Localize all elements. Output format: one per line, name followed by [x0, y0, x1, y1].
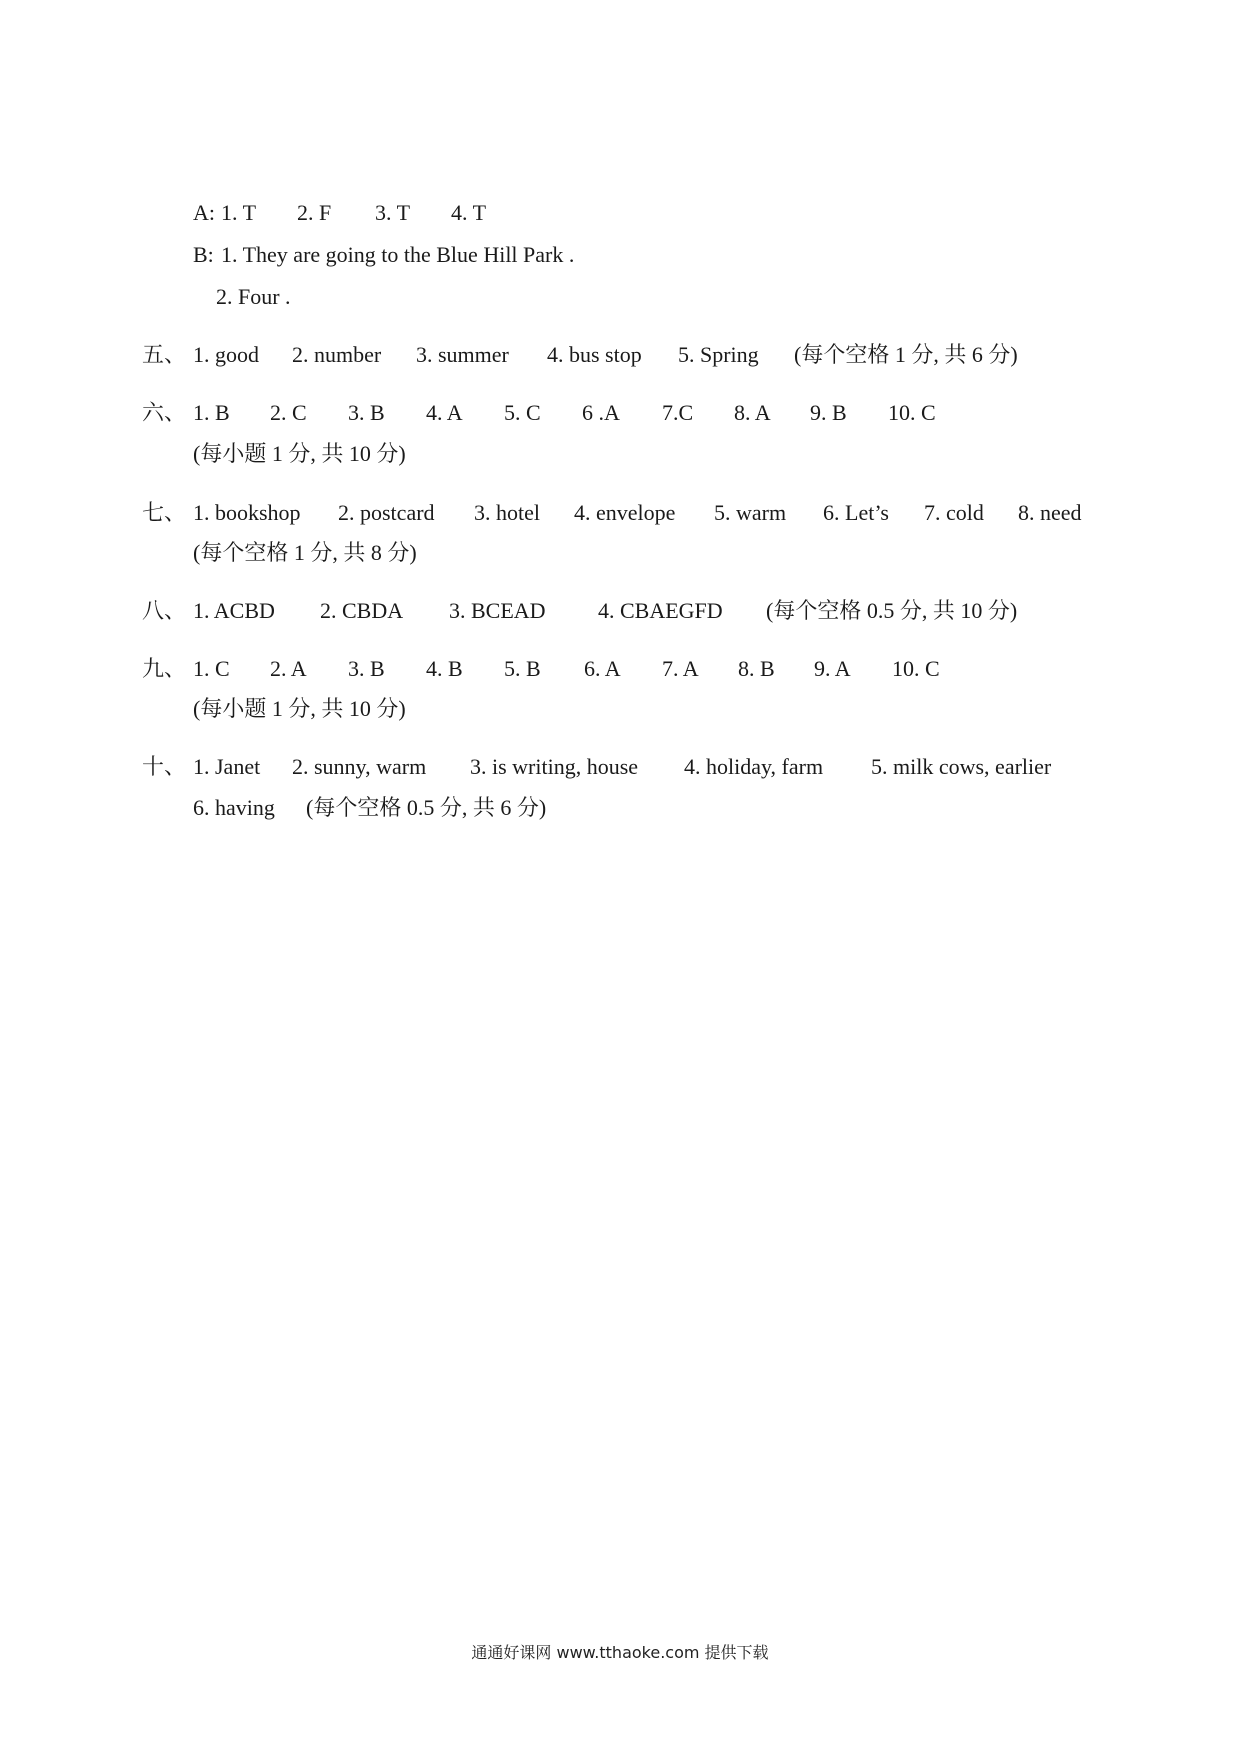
answer-item: 5. B	[504, 656, 541, 681]
answer-item: 3. B	[348, 400, 385, 425]
score-note: (每个空格 0.5 分, 共 10 分)	[766, 598, 1018, 623]
section-number: 七、	[142, 500, 187, 525]
section-number: 五、	[142, 342, 187, 367]
section-a-label: A:	[193, 200, 215, 225]
answer-item: 8. B	[738, 656, 775, 681]
answer-item: 6. having	[193, 795, 275, 820]
answer-item: 1. Janet	[193, 754, 261, 779]
answer-item: 9. A	[814, 656, 851, 681]
answer-item: 3. hotel	[474, 500, 540, 525]
answer-item: 4. A	[426, 400, 463, 425]
answer-item: 2. C	[270, 400, 307, 425]
answer-item: 7. A	[662, 656, 699, 681]
answer-item: 6. Let’s	[823, 500, 889, 525]
answer-item: 2. sunny, warm	[292, 754, 427, 779]
answer-item: 2. A	[270, 656, 307, 681]
answer-item: 3. summer	[416, 342, 509, 367]
score-note: (每个空格 1 分, 共 8 分)	[193, 540, 417, 565]
answer-item: 3. B	[348, 656, 385, 681]
section-a-item: 4. T	[451, 200, 487, 225]
page-footer: 通通好课网 www.tthaoke.com 提供下载	[471, 1643, 769, 1662]
section-a-item: 1. T	[221, 200, 257, 225]
section-a-item: 3. T	[375, 200, 411, 225]
answer-item: 6. A	[584, 656, 621, 681]
section-number: 十、	[142, 754, 187, 779]
section-number: 九、	[142, 656, 187, 681]
score-note: (每小题 1 分, 共 10 分)	[193, 441, 406, 466]
section-a-item: 2. F	[297, 200, 332, 225]
answer-item: 3. is writing, house	[470, 754, 639, 779]
answer-item: 6 .A	[582, 400, 620, 425]
answer-item: 4. CBAEGFD	[598, 598, 723, 623]
score-note: (每小题 1 分, 共 10 分)	[193, 696, 406, 721]
answer-item: 10. C	[888, 400, 936, 425]
answer-item: 9. B	[810, 400, 847, 425]
section-b-answer-1: 1. They are going to the Blue Hill Park .	[221, 242, 575, 267]
section-number: 八、	[142, 598, 187, 623]
answer-item: 4. bus stop	[547, 342, 642, 367]
answer-item: 7.C	[662, 400, 694, 425]
answer-item: 4. envelope	[574, 500, 676, 525]
section-b-label: B:	[193, 242, 214, 267]
section-b-answer-2: 2. Four .	[216, 284, 291, 309]
answer-item: 10. C	[892, 656, 940, 681]
answer-item: 1. good	[193, 342, 259, 367]
answer-item: 5. warm	[714, 500, 787, 525]
answer-item: 5. Spring	[678, 342, 759, 367]
answer-item: 3. BCEAD	[449, 598, 546, 623]
answer-item: 7. cold	[924, 500, 984, 525]
answer-item: 4. B	[426, 656, 463, 681]
section-number: 六、	[142, 400, 187, 425]
answer-item: 2. number	[292, 342, 382, 367]
score-note: (每个空格 1 分, 共 6 分)	[794, 342, 1018, 367]
answer-item: 1. B	[193, 400, 230, 425]
answer-item: 5. milk cows, earlier	[871, 754, 1052, 779]
answer-item: 8. A	[734, 400, 771, 425]
answer-item: 2. CBDA	[320, 598, 404, 623]
answer-item: 1. bookshop	[193, 500, 301, 525]
answer-item: 5. C	[504, 400, 541, 425]
answer-item: 4. holiday, farm	[684, 754, 824, 779]
score-note: (每个空格 0.5 分, 共 6 分)	[306, 795, 547, 820]
answer-item: 1. C	[193, 656, 230, 681]
answer-item: 8. need	[1018, 500, 1082, 525]
answer-item: 1. ACBD	[193, 598, 275, 623]
answer-item: 2. postcard	[338, 500, 435, 525]
